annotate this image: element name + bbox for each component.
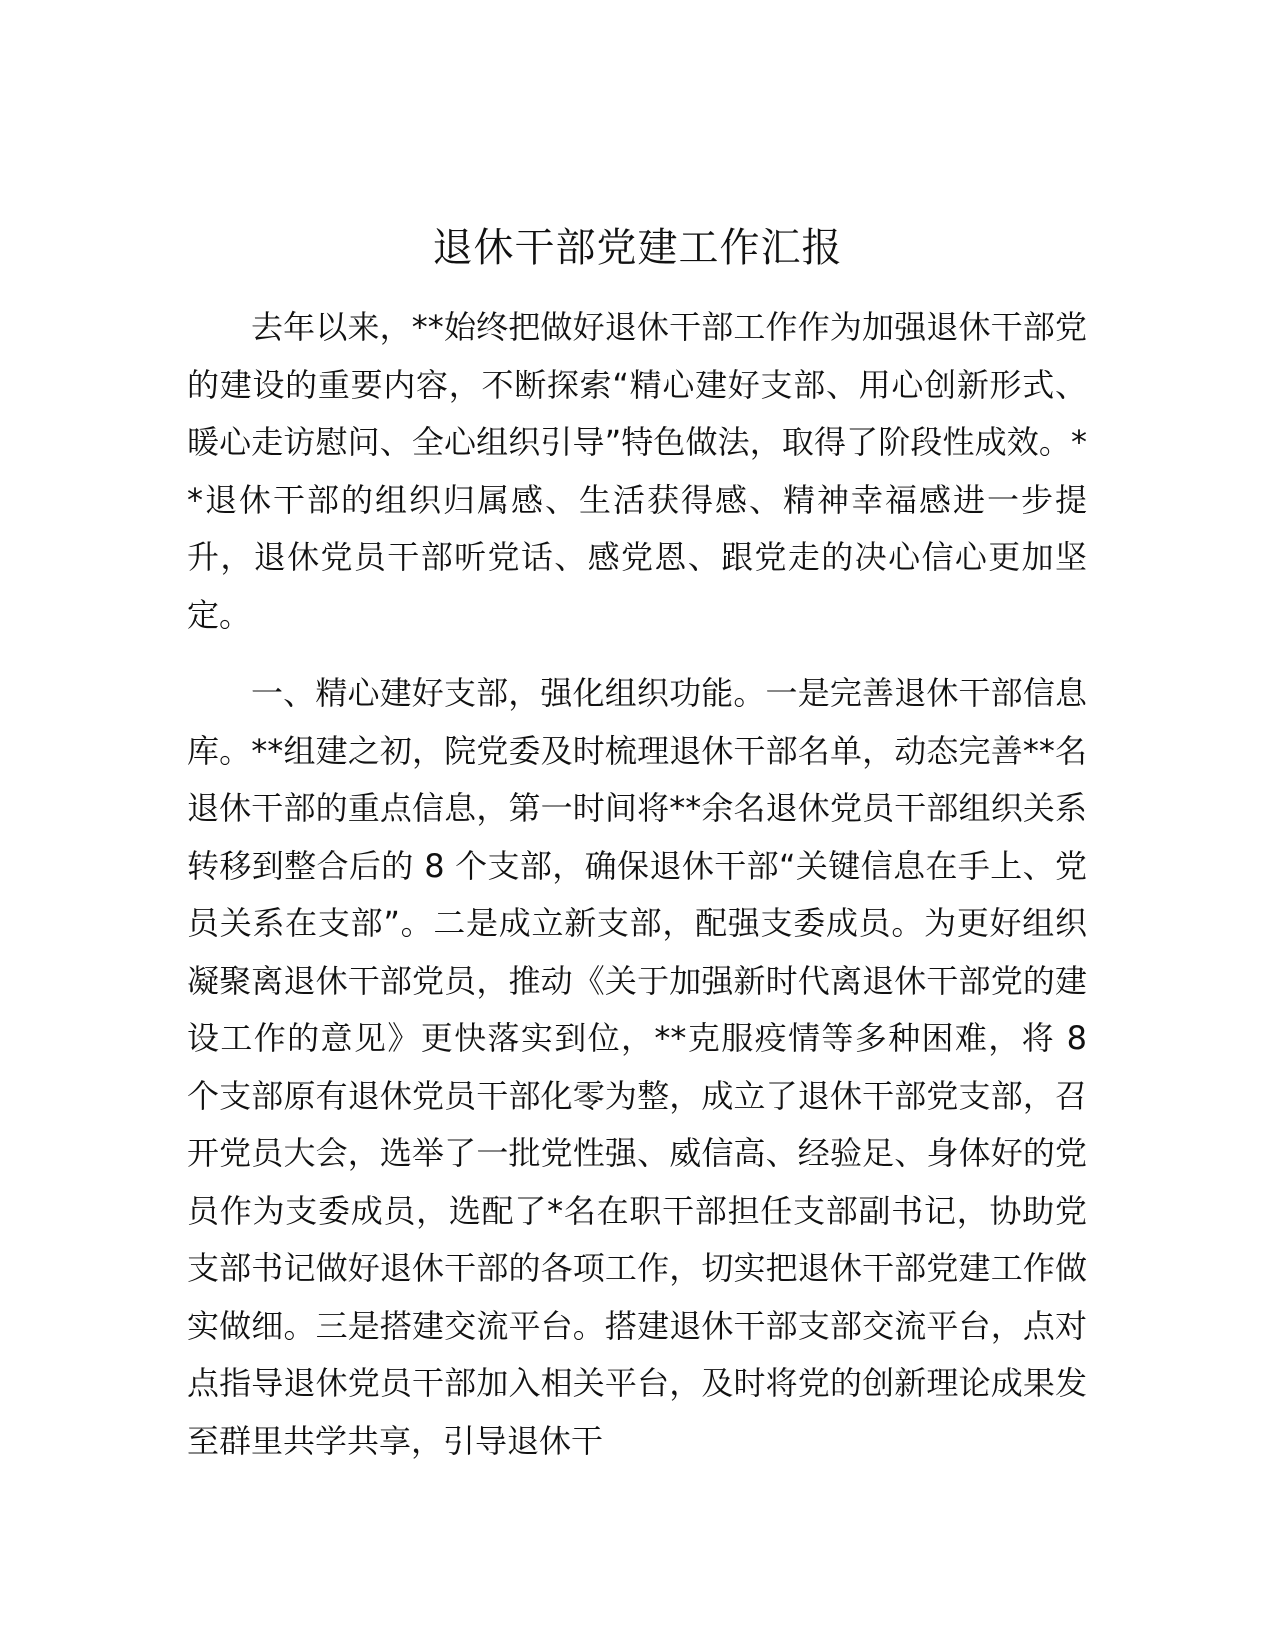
paragraph-section-one: 一、精心建好支部，强化组织功能。一是完善退休干部信息库。**组建之初，院党委及时梳理退休干部名单，动态完善**名退休干部的重点信息，第一时间将**余名退休党员干部组织关系转移到整合后的 8 个支部，确保退休干部“关键信息在手上、党员关系在支部”。二是成立新支部，配强支委成员。为更好组织凝聚离退休干部党员，推动《关于加强新时代离退休干部党的建设工作的意见》更快落实到位，**克服疫情等多种困难，将 8 个支部原有退休党员干部化零为整，成立了退休干部党支部，召开党员大会，选举了一批党性强、威信高、经验足、身体好的党员作为支委成员，选配了*名在职干部担任支部副书记，协助党支部书记做好退休干部的各项工作，切实把退休干部党建工作做实做细。三是搭建交流平台。搭建退休干部支部交流平台，点对点指导退休党员干部加入相关平台，及时将党的创新理论成果发至群里共学共享，引导退休干: [187, 674, 1087, 1460]
document-body: [187, 299, 1087, 1470]
paragraph-intro: 去年以来，**始终把做好退休干部工作作为加强退休干部党的建设的重要内容，不断探索“精心建好支部、用心创新形式、暖心走访慰问、全心组织引导”特色做法，取得了阶段性成效。**退休干部的组织归属感、生活获得感、精神幸福感进一步提升，退休党员干部听党话、感党恩、跟党走的决心信心更加坚定。: [187, 308, 1087, 634]
document-title: 退休干部党建工作汇报: [432, 225, 843, 271]
